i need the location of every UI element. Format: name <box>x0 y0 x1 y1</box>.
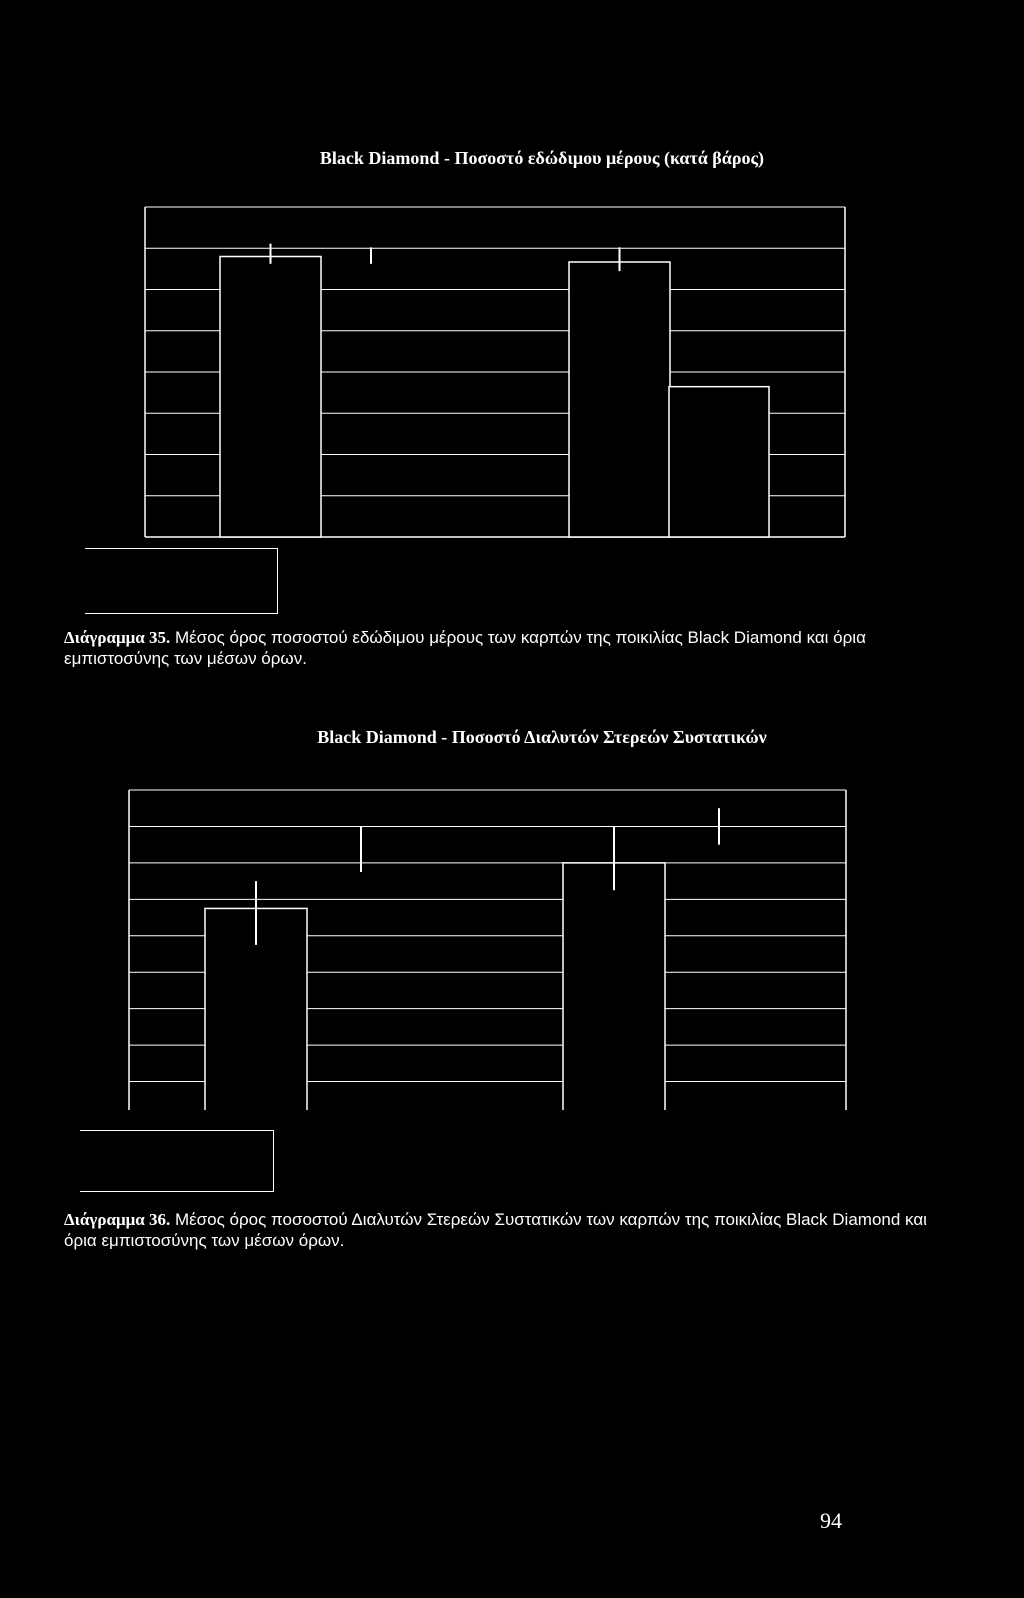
caption-text: Μέσος όρος ποσοστού Διαλυτών Στερεών Συστατικών των καρπών της ποικιλίας Black Diamond και όρια εμπιστοσύνης των μέσων όρων. <box>64 1210 927 1250</box>
caption-label: Διάγραμμα 35. <box>64 628 171 647</box>
chart-title-2: Black Diamond - Ποσοστό Διαλυτών Στερεών Συστατικών <box>317 727 767 747</box>
chart-title-1: Black Diamond - Ποσοστό εδώδιμου μέρους (κατά βάρος) <box>319 148 765 168</box>
bar <box>569 262 670 537</box>
bar <box>669 387 769 537</box>
bar <box>563 863 665 1110</box>
caption-text: Μέσος όρος ποσοστού εδώδιμου μέρους των καρπών της ποικιλίας Black Diamond και όρια εμπιστοσύνης των μέσων όρων. <box>64 628 866 668</box>
caption-label: Διάγραμμα 36. <box>64 1210 171 1229</box>
caption-2 <box>64 1209 964 1251</box>
legend-box-1 <box>85 548 278 614</box>
chart-1 <box>0 195 1024 545</box>
page-number: 94 <box>820 1508 842 1533</box>
legend-box-2 <box>80 1130 274 1192</box>
chart-2 <box>0 770 1024 1110</box>
bar <box>220 257 321 538</box>
caption-1 <box>64 627 964 669</box>
